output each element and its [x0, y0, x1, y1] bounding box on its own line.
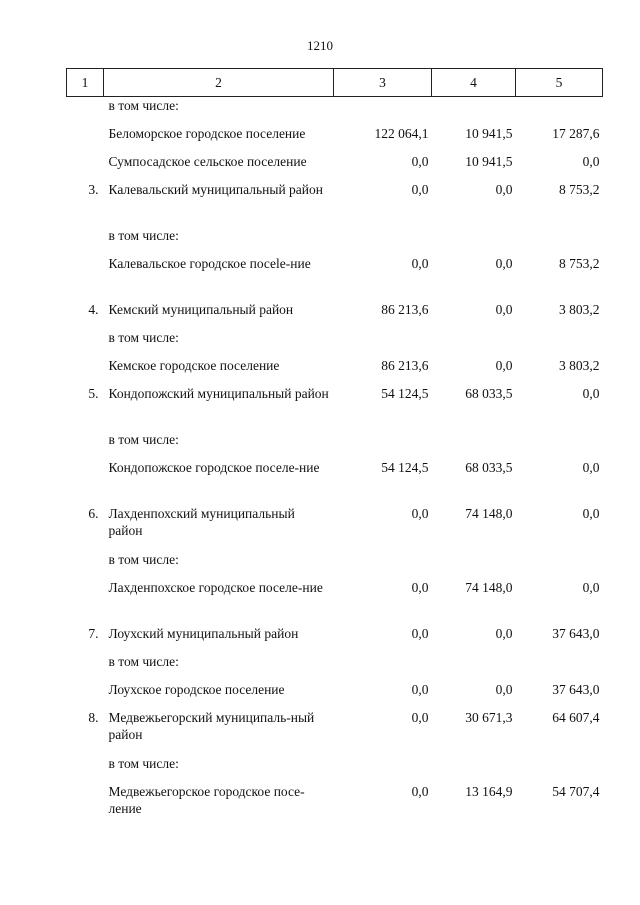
row-index — [67, 431, 104, 459]
cell-col4: 0,0 — [495, 626, 513, 641]
row-index — [67, 329, 104, 357]
table-row — [67, 97, 603, 126]
cell-col3: 0,0 — [411, 682, 429, 697]
cell-col4: 13 164,9 — [465, 784, 513, 799]
table-row — [67, 505, 603, 551]
table-row — [67, 357, 603, 385]
cell-col4 — [432, 755, 516, 783]
cell-col4: 10 941,5 — [465, 126, 513, 141]
cell-col3 — [334, 227, 432, 255]
row-name: Медвежьегорское городское посе-ление — [108, 784, 305, 816]
row-index — [67, 579, 104, 625]
column-header-2: 2 — [104, 69, 334, 97]
row-name: Кемское городское поселение — [108, 358, 280, 373]
column-header-4: 4 — [432, 69, 516, 97]
row-name: в том числе: — [108, 432, 179, 447]
row-name: в том числе: — [108, 654, 179, 669]
table-row — [67, 459, 603, 505]
row-name: Медвежьегорский муниципаль-ный район — [108, 710, 315, 742]
cell-col3: 0,0 — [411, 626, 429, 641]
row-index — [67, 755, 104, 783]
cell-col5: 64 607,4 — [552, 710, 600, 725]
row-index — [67, 681, 104, 709]
cell-col3 — [334, 97, 432, 126]
cell-col4 — [432, 551, 516, 579]
row-index: 6. — [88, 506, 99, 521]
cell-col3: 54 124,5 — [381, 386, 429, 401]
row-index — [67, 357, 104, 385]
cell-col5 — [516, 97, 603, 126]
row-index — [67, 227, 104, 255]
cell-col5: 0,0 — [582, 460, 600, 475]
row-index — [67, 551, 104, 579]
row-name: Кемский муниципальный район — [108, 302, 294, 317]
cell-col4: 74 148,0 — [465, 580, 513, 595]
cell-col4: 0,0 — [495, 358, 513, 373]
cell-col4: 0,0 — [495, 302, 513, 317]
table-row — [67, 681, 603, 709]
row-name: Сумпосадское сельское поселение — [108, 154, 307, 169]
cell-col5 — [516, 653, 603, 681]
row-index — [67, 783, 104, 829]
table-row — [67, 709, 603, 755]
cell-col3 — [334, 653, 432, 681]
cell-col4: 0,0 — [495, 182, 513, 197]
cell-col5: 54 707,4 — [552, 784, 600, 799]
budget-table — [66, 68, 603, 829]
cell-col4 — [432, 97, 516, 126]
cell-col5: 37 643,0 — [552, 682, 600, 697]
table-row — [67, 551, 603, 579]
cell-col5: 0,0 — [582, 386, 600, 401]
table-row — [67, 301, 603, 329]
table-row — [67, 431, 603, 459]
cell-col5 — [516, 329, 603, 357]
table-row — [67, 755, 603, 783]
cell-col4 — [432, 653, 516, 681]
cell-col3: 0,0 — [411, 506, 429, 521]
column-header-5: 5 — [516, 69, 603, 97]
cell-col5 — [516, 551, 603, 579]
table-row — [67, 385, 603, 431]
cell-col3: 54 124,5 — [381, 460, 429, 475]
cell-col4: 0,0 — [495, 256, 513, 271]
row-index — [67, 255, 104, 301]
row-name: Калевальский муниципальный район — [108, 182, 323, 197]
cell-col4 — [432, 227, 516, 255]
row-name: Лахденпохский муниципальный район — [108, 506, 295, 538]
row-name: в том числе: — [108, 756, 179, 771]
cell-col3: 86 213,6 — [381, 358, 429, 373]
cell-col3: 0,0 — [411, 182, 429, 197]
row-name: Лоухский муниципальный район — [108, 626, 299, 641]
row-index: 8. — [88, 710, 99, 725]
table-header — [67, 69, 603, 97]
column-header-3: 3 — [334, 69, 432, 97]
cell-col3 — [334, 329, 432, 357]
row-name: Калевальское городское посеle-ние — [108, 256, 311, 271]
row-name: Беломорское городское поселение — [108, 126, 306, 141]
row-name: Кондопожское городское поселе-ние — [108, 460, 320, 475]
cell-col3: 0,0 — [411, 154, 429, 169]
table-row — [67, 329, 603, 357]
cell-col4: 68 033,5 — [465, 386, 513, 401]
cell-col5: 0,0 — [582, 506, 600, 521]
row-name: Лахденпохское городское поселе-ние — [108, 580, 323, 595]
table-body — [67, 97, 603, 830]
row-name: в том числе: — [108, 552, 179, 567]
cell-col3: 122 064,1 — [374, 126, 429, 141]
row-index — [67, 97, 104, 126]
cell-col5 — [516, 227, 603, 255]
cell-col5: 37 643,0 — [552, 626, 600, 641]
cell-col5: 3 803,2 — [559, 358, 600, 373]
cell-col3: 0,0 — [411, 580, 429, 595]
row-index — [67, 153, 104, 181]
row-index — [67, 653, 104, 681]
cell-col4 — [432, 431, 516, 459]
cell-col5 — [516, 755, 603, 783]
cell-col3 — [334, 431, 432, 459]
cell-col4: 74 148,0 — [465, 506, 513, 521]
cell-col5: 8 753,2 — [559, 256, 600, 271]
table-row — [67, 227, 603, 255]
column-header-1: 1 — [67, 69, 104, 97]
row-name: в том числе: — [108, 330, 179, 345]
row-name: Кондопожский муниципальный район — [108, 386, 329, 401]
cell-col3 — [334, 551, 432, 579]
row-name: Лоухское городское поселение — [108, 682, 285, 697]
cell-col4: 10 941,5 — [465, 154, 513, 169]
cell-col4: 30 671,3 — [465, 710, 513, 725]
cell-col4: 0,0 — [495, 682, 513, 697]
row-name: в том числе: — [108, 98, 179, 113]
cell-col3: 0,0 — [411, 784, 429, 799]
cell-col5: 17 287,6 — [552, 126, 600, 141]
row-index: 7. — [88, 626, 99, 641]
table-row — [67, 181, 603, 227]
cell-col5 — [516, 431, 603, 459]
row-index: 4. — [88, 302, 99, 317]
row-index — [67, 125, 104, 153]
cell-col5: 8 753,2 — [559, 182, 600, 197]
table-row — [67, 783, 603, 829]
table-row — [67, 579, 603, 625]
page-number: 1210 — [307, 38, 333, 53]
cell-col3: 0,0 — [411, 256, 429, 271]
table-row — [67, 255, 603, 301]
row-index: 5. — [88, 386, 99, 401]
row-index — [67, 459, 104, 505]
cell-col3: 0,0 — [411, 710, 429, 725]
row-name: в том числе: — [108, 228, 179, 243]
header-row — [67, 69, 603, 97]
cell-col4 — [432, 329, 516, 357]
cell-col5: 0,0 — [582, 580, 600, 595]
table-row — [67, 625, 603, 653]
table-row — [67, 125, 603, 153]
cell-col4: 68 033,5 — [465, 460, 513, 475]
cell-col3 — [334, 755, 432, 783]
cell-col5: 0,0 — [582, 154, 600, 169]
cell-col3: 86 213,6 — [381, 302, 429, 317]
row-index: 3. — [88, 182, 99, 197]
table-row — [67, 653, 603, 681]
cell-col5: 3 803,2 — [559, 302, 600, 317]
table-row — [67, 153, 603, 181]
